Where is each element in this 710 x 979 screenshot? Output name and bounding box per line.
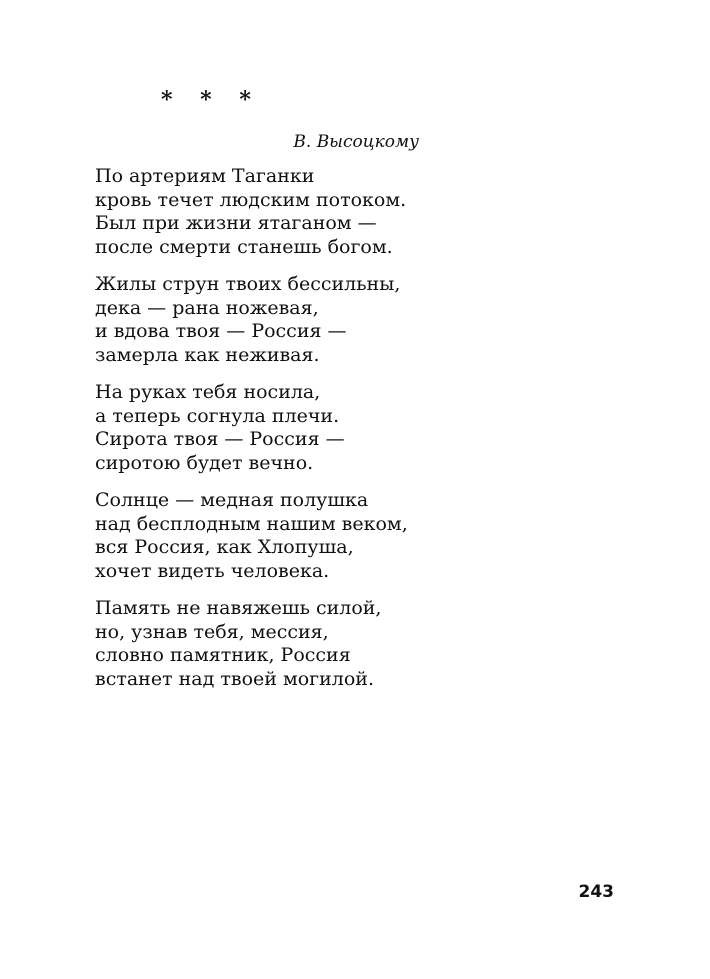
poem-line: сиротою будет вечно. — [95, 451, 314, 474]
poem-line: хочет видеть человека. — [95, 559, 330, 582]
poem-line: По артериям Таганки — [95, 165, 315, 187]
poem-line: Жилы струн твоих бессильны, — [95, 273, 401, 295]
poem-line: На руках тебя носила, — [95, 381, 321, 403]
poem-line: после смерти станешь богом. — [95, 235, 393, 258]
poem-line: Память не навяжешь силой, — [95, 597, 382, 619]
poem-line: встанет над твоей могилой. — [95, 667, 375, 690]
poem-line: замерла как неживая. — [95, 343, 320, 366]
poem-line: Солнце — медная полушка — [95, 489, 369, 511]
poem-line: Сирота твоя — Россия — — [95, 428, 345, 450]
dedication: В. Высоцкому — [293, 132, 419, 152]
stanza-1 — [95, 165, 615, 259]
page-number: 243 — [578, 882, 614, 902]
stanza-2 — [95, 273, 615, 367]
poem-line: но, узнав тебя, мессия, — [95, 620, 329, 643]
poem-line: словно памятник, Россия — [95, 644, 351, 666]
poem-line: вся Россия, как Хлопуша, — [95, 536, 354, 558]
stanza-4 — [95, 489, 615, 583]
poem-line: дека — рана ножевая, — [95, 296, 319, 319]
poem-body — [95, 165, 615, 705]
poem-line: над бесплодным нашим веком, — [95, 512, 408, 535]
stanza-3 — [95, 381, 615, 475]
poem-line: и вдова твоя — Россия — — [95, 320, 347, 342]
poem-line: а теперь согнула плечи. — [95, 404, 340, 427]
poem-line: кровь течет людским потоком. — [95, 188, 407, 211]
poem-line: Был при жизни ятаганом — — [95, 212, 377, 234]
stanza-5 — [95, 597, 615, 691]
section-break-stars: * * * — [161, 87, 261, 113]
